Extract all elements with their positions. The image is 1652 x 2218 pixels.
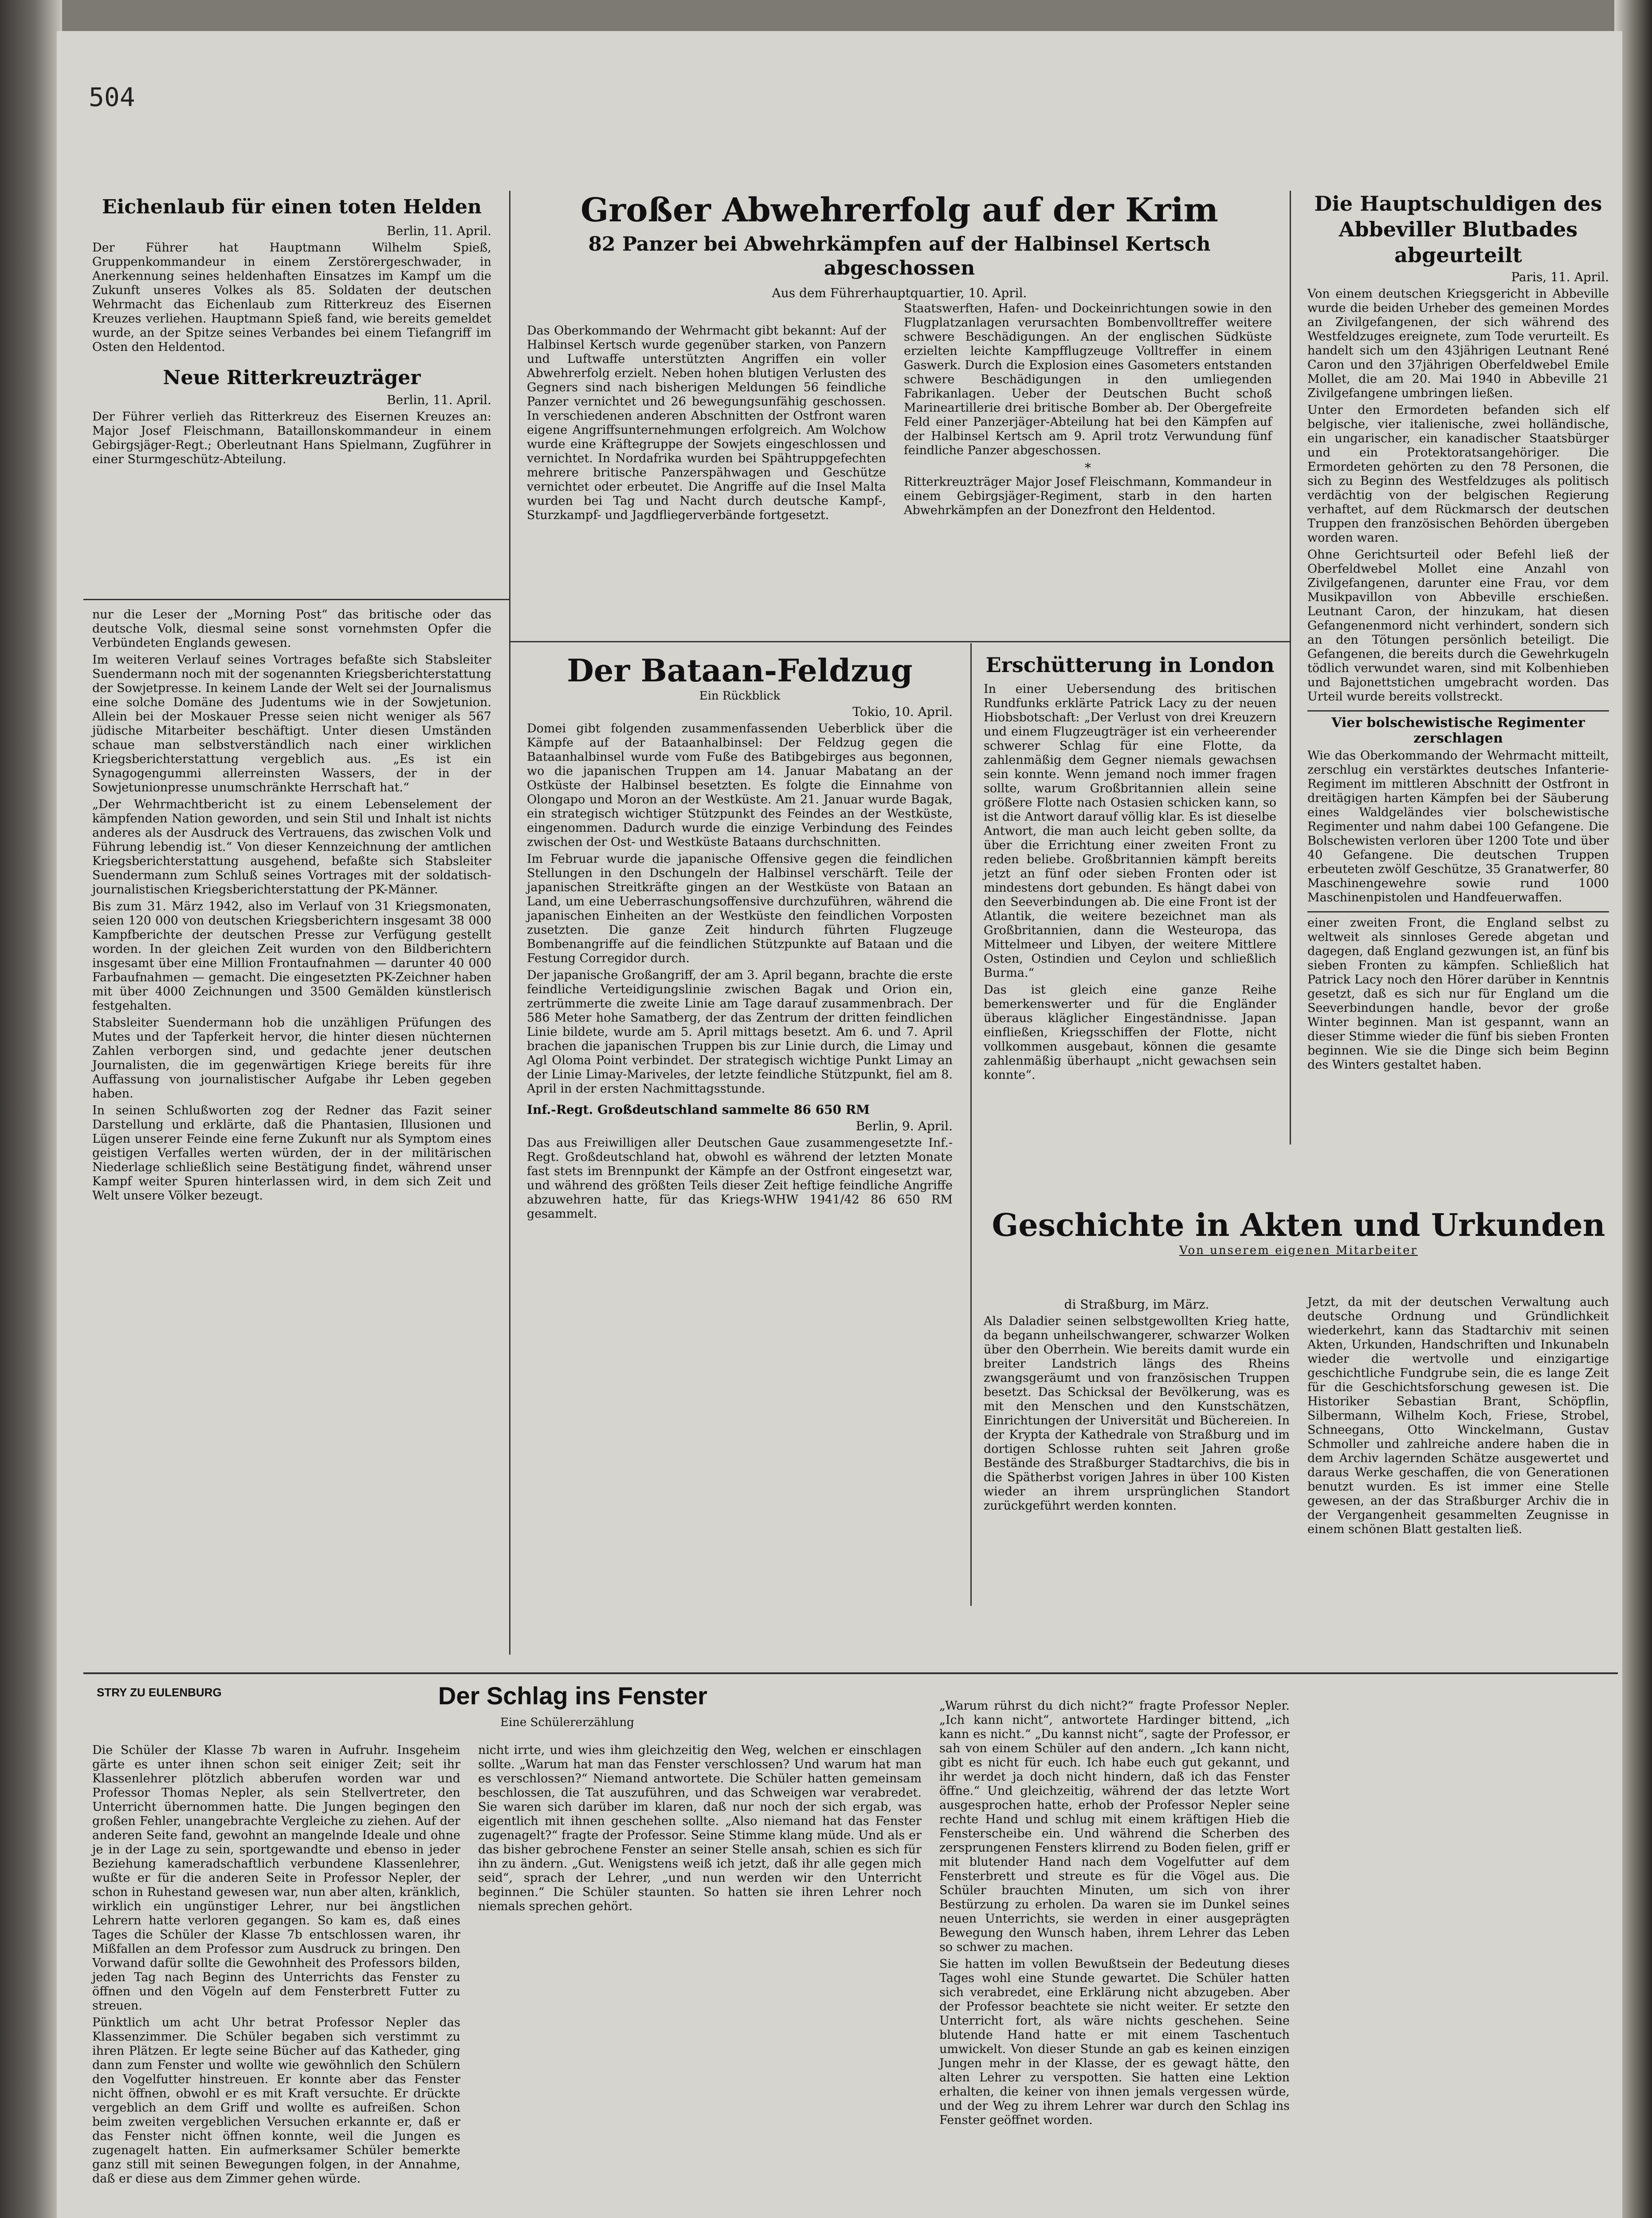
column-left <box>92 195 491 469</box>
article-text: Ohne Gerichtsurteil oder Befehl ließ der Oberfeldwebel Mollet eine Anzahl von Zivilgefangenen, darunter eine Frau, vor dem Musikpavillon von Abbeville erschießen. Leutnant Caron, der hinzukam, hat diesen Gefangenenmord nicht verhindert, sondern sich an den Tötungen persönlich beteiligt. Die Gefangenen, die bereits durch die Gewehrkugeln tödlich verwundet waren, sind mit Kolbenhieben und Bajonettstichen umgebracht worden. Das Urteil wurde bereits vollstreckt. <box>1307 548 1609 704</box>
dateline: di Straßburg, im März. <box>1064 1297 1209 1312</box>
history-article <box>984 1207 1613 1260</box>
newspaper-page <box>57 31 1622 2218</box>
article-text: einer zweiten Front, die England selbst zu weltweit als sinnloses Gerede abgetan und dagegen, daß England gezwungen ist, an fünf bis sieben Fronten zu kämpfen. Schließlich hat Patrick Lacy noch den Hörer darüber in Kenntnis gesetzt, daß es sich nur für England um die Seeverbindungen handle, bevor der große Winter beginnen. Man ist gespannt, wann an dieser Stimme wieder die fünf bis sieben Fronten beginnen. Wie sie die Dinge sich beim Beginn des Winters gestaltet haben. <box>1307 916 1609 1072</box>
london-article <box>984 652 1276 1085</box>
story-text: Pünktlich um acht Uhr betrat Professor Nepler das Klassenzimmer. Die Schüler begaben sich verstimmt zu ihren Plätzen. Er legte seine Bücher auf das Katheder, ging dann zum Fenster und wollte wie gewöhnlich den Schülern den Vogelfutter hinstreuen. Er konnte aber das Fenster nicht öffnen, obwohl er es mit Kraft versuchte. Er drückte vergeblich an dem Griff und wollte es aufreißen. Schon beim zweiten vergeblichen Versuchen erkannte er, daß er das Fenster nicht öffnen konnte, weil die Jungen es zugenagelt hatten. Ein aufmerksamer Schüler bemerkte ganz still mit seinen Bewegungen folgen, in der Annahme, daß er diese aus dem Zimmer gehen würde. <box>92 2016 460 2186</box>
article-text: Bis zum 31. März 1942, also im Verlauf von 31 Kriegsmonaten, seien 120 000 von deutschen Kriegsberichtern insgesamt 38 000 Kampfberichte der deutschen Presse zur Verfügung gestellt worden. In der gleichen Zeit wurden von den Bildberichtern insgesamt über eine Million Frontaufnahmen — darunter 40 000 Farbaufnahmen — gemacht. Die eingesetzten PK-Zeichner haben mit über 4000 Zeichnungen und 3500 Gemälden künstlerisch festgehalten. <box>92 900 491 1013</box>
main-article-col1 <box>527 324 886 525</box>
article-text: Ritterkreuzträger Major Josef Fleischmann, Kommandeur in einem Gebirgsjäger-Regiment, starb in den harten Abwehrkämpfen an der Donezfront den Heldentod. <box>904 475 1272 517</box>
dateline: Berlin, 11. April. <box>386 224 491 238</box>
article-text: Staatswerften, Hafen- und Dockeinrichtungen sowie in den Flugplatzanlagen verursachten Bombenvolltreffer weitere schwere Beschädigungen. An der englischen Südküste erzielten leichte Kampfflugzeuge Volltreffer in einem Gaswerk. Durch die Explosion eines Gasometers entstanden schwere Beschädigungen in den umliegenden Fabrikanlagen. Ueber der Deutschen Bucht schoß Marineartillerie drei britische Bomber ab. Der Obergefreite Feld einer Panzerjäger-Abteilung hat bei den Kämpfen auf der Halbinsel Kertsch am 9. April trotz Verwundung fünf feindliche Panzer abgeschossen. <box>904 302 1272 457</box>
dateline: Tokio, 10. April. <box>852 704 953 719</box>
article-text: Unter den Ermordeten befanden sich elf belgische, vier italienische, zwei holländische, ein ungarischer, ein kanadischer Staatsbürger und ein Protektoratsangehöriger. Die Ermordeten gehörten zu den 78 Personen, die sich zu Beginn des Westfeldzuges als politisch verdächtig von der belgischen Regierung verhaftet, auf dem Rückmarsch der deutschen Truppen den französischen Behörden übergeben worden waren. <box>1307 403 1609 545</box>
divider <box>1307 911 1609 912</box>
abbeville-headline: Die Hauptschuldigen des Abbeviller Blutbades abgeurteilt <box>1314 192 1602 267</box>
column-rule <box>970 643 972 1606</box>
note-headline: Inf.-Regt. Großdeutschland sammelte 86 650 RM <box>527 1102 870 1117</box>
main-article-col2 <box>904 302 1272 520</box>
story-subtitle: Eine Schülererzählung <box>500 1716 634 1729</box>
article-text: In seinen Schlußworten zog der Redner das Fazit seiner Darstellung und erklärte, daß die Phantasien, Illusionen und Lügen unserer Feinde eine ferne Zukunft nur als Symptom eines geistigen Verfalles werten würden, der in der militärischen Niederlage schließlich seine Bestätigung findet, während unser Kampf weiter Spuren hinterlassen wird, in dem sich Zeit und Welt unsere Völker bezeugt. <box>92 1104 491 1203</box>
horizontal-rule <box>509 641 1290 642</box>
dateline: Berlin, 9. April. <box>855 1119 953 1133</box>
article-text: Das Oberkommando der Wehrmacht gibt bekannt: Auf der Halbinsel Kertsch wurde gegenüber starken, von Panzern und Luftwaffe unterstützten Angriffen ein voller Abwehrerfolg erzielt. Neben hohen blutigen Verlusten des Gegners sind nach bisherigen Meldungen 56 feindliche Panzer vernichtet und 26 bewegungsunfähig geschossen. In verschiedenen anderen Abschnitten der Ostfront waren eigene Angriffsunternehmungen erfolgreich. Am Wolchow wurde eine Kräftegruppe der Sowjets eingeschlossen und vernichtet. In Nordafrika wurden bei Spähtruppgefechten mehrere britische Panzerspähwagen und Geschütze vernichtet oder erbeutet. Die Angriffe auf die Insel Malta wurden bei Tag und Nacht durch deutsche Kampf-, Sturzkampf- und Jagdfliegerverbände fortgesetzt. <box>527 324 886 522</box>
main-article <box>527 191 1272 303</box>
article-text: Von einem deutschen Kriegsgericht in Abbeville wurde die beiden Urheber des gemeinen Mordes an Zivilgefangenen, der sich während des Westfeldzuges ereignete, zum Tode verurteilt. Es handelt sich um den 43jährigen Leutnant René Caron und den 37jährigen Oberfeldwebel Emile Mollet, die am 20. Mai 1940 in Abbeville 21 Zivilgefangene umbringen ließen. <box>1307 287 1609 400</box>
london-headline: Erschütterung in London <box>985 653 1275 677</box>
article-text: Der Führer verlieh das Ritterkreuz des Eisernen Kreuzes an: Major Josef Fleischmann, Bataillonskommandeur in einem Gebirgsjäger-Regt.; Oberleutnant Hans Spielmann, Zugführer in einer Sturmgeschütz-Abteilung. <box>92 410 491 466</box>
article-text: Als Daladier seinen selbstgewollten Krieg hatte, da begann unheilschwangerer, schwarzer Wolken über den Oberrhein. Wie bereits damit wurde ein breiter Landstrich längs des Rheins zwangsgeräumt und von französischen Truppen besetzt. Das Schicksal der Bevölkerung, was es mit den Menschen und den Kunstschätzen, Einrichtungen der Universität und Büchereien. In der Krypta der Kathedrale von Straßburg und im dortigen Schlosse ruhten seit Jahren große Bestände des Straßburger Stadtarchivs, die bis in die Spätherbst vorigen Jahres in über 100 Kisten wieder an ihrem ursprünglichen Standort zurückgeführt werden konnten. <box>984 1314 1290 1513</box>
article-text: Das aus Freiwilligen aller Deutschen Gaue zusammengesetzte Inf.-Regt. Großdeutschland hat, obwohl es während der letzten Monate fast stets im Brennpunkt der Kämpfe an der Ostfront eingesetzt war, und während des größten Teils dieser Zeit heftige feindliche Angriffe abzuwehren hatte, für das Kriegs-WHW 1941/42 86 650 RM gesammelt. <box>527 1136 953 1221</box>
divider <box>1307 710 1609 712</box>
article-text: „Der Wehrmachtbericht ist zu einem Lebenselement der kämpfenden Nation geworden, und sein Stil und Inhalt ist nichts anderes als der Ausdruck des Vertrauens, das zwischen Volk und Führung lebendig ist.“ Von dieser Kennzeichnung der amtlichen Kriegsberichterstattung ausgehend, befaßte sich Stabsleiter Suendermann zum Schluß seines Vortrages mit der soldatisch-journalistischen Kriegsberichterstattung der PK-Männer. <box>92 798 491 897</box>
article-text: Im weiteren Verlauf seines Vortrages befaßte sich Stabsleiter Suendermann noch mit der sogenannten Kriegsberichterstattung der Sowjetpresse. In keinem Lande der Welt sei der Journalismus eine solche Domäne des Judentums wie in der Sowjetunion. Allein bei der Moskauer Presse seien nicht weniger als 567 jüdische Mitarbeiter beschäftigt. Unter diesen Umständen schaue man selbstverständlich nach einer wirklichen Kriegsberichterstattung vergeblich aus. „Es ist ein Synagogengummi allerreinsten Wassers, der in der Sowjetunionpresse unumschränkte Herrschaft hat.“ <box>92 653 491 794</box>
history-col1 <box>984 1295 1290 1516</box>
article-text: Jetzt, da mit der deutschen Verwaltung auch deutsche Ordnung und Gründlichkeit wiederkehrt, kann das Stadtarchiv mit seinen Akten, Urkunden, Handschriften und Inkunabeln wieder die wertvolle und einzigartige geschichtliche Fundgrube sein, die es lange Zeit für die Geschichtsforschung gewesen ist. Die Historiker Sebastian Brant, Schöpflin, Silbermann, Wilhelm Koch, Friese, Strobel, Schneegans, Otto Winckelmann, Gustav Schmoller und zahlreiche andere haben die in dem Archiv lagernden Schätze ausgewertet und daraus Werke geschaffen, die von Generationen benutzt wurden. Es ist immer eine Stelle gewesen, an der das Straßburger Archiv die in der Vergangenheit gesammelten Zeugnisse in einem schönen Blatt gestalten ließ. <box>1307 1295 1609 1536</box>
article-text: Wie das Oberkommando der Wehrmacht mitteilt, zerschlug ein verstärktes deutsches Infanterie-Regiment im mittleren Abschnitt der Ostfront in dreitägigen harten Kämpfen bei der Säuberung eines Waldgeländes vier bolschewistische Regimenter und nahm dabei 100 Gefangene. Die Bolschewisten verloren über 1200 Tote und über 40 Gefangene. Die deutschen Truppen erbeuteten zwölf Geschütze, 35 Granatwerfer, 80 Maschinengewehre sowie rund 1000 Maschinenpistolen und Handfeuerwaffen. <box>1307 749 1609 905</box>
story-col3 <box>939 1699 1290 2130</box>
article-text: In einer Uebersendung des britischen Rundfunks erklärte Patrick Lacy zu der neuen Hiobsbotschaft: „Der Verlust von drei Kreuzern und einem Flugzeugträger ist ein verheerender schwerer Schlag für eine Flotte, da zahlenmäßig dem Gegner niemals gewachsen sein konnte. Wenn jemand noch immer fragen sollte, warum Großbritannien allein seine größere Flotte nach Ostasien schicken kann, so ist die Antwort darauf völlig klar. Es ist dieselbe Antwort, die man auch leicht geben sollte, da über die Errichtung einer zweiten Front zu reden beliebe. Großbritannien kämpft bereits jetzt an fünf oder sieben Fronten oder ist mindestens dort gebunden. Es hängt dabei von den Seeverbindungen ab. Die eine Front ist der Atlantik, die weitere bezeichnet man als Großbritannien, dann die Westeuropa, das Mittelmeer und Libyen, der weitere Mittlere Osten, Ostindien und Ceylon und schließlich Burma.“ <box>984 682 1276 980</box>
dateline: Paris, 11. April. <box>1511 270 1609 284</box>
article-text: nur die Leser der „Morning Post“ das britische oder das deutsche Volk, diesmal seine sonst vornehmsten Opfer die Verbündeten Englands gewesen. <box>92 608 491 650</box>
main-headline: Großer Abwehrerfolg auf der Krim <box>581 191 1218 229</box>
book-spine <box>0 0 62 2218</box>
horizontal-rule <box>83 1672 1618 1674</box>
bataan-kicker: Ein Rückblick <box>699 689 781 703</box>
story-author: STRY ZU EULENBURG <box>97 1686 222 1699</box>
history-col2 <box>1307 1295 1609 1539</box>
history-byline: Von unserem eigenen Mitarbeiter <box>1179 1244 1418 1257</box>
column-rule <box>1290 191 1291 1144</box>
story-text: „Warum rührst du dich nicht?“ fragte Professor Nepler. „Ich kann nicht“, antwortete Hardinger bittend, „ich kann es nicht.“ „Du kannst nicht“, sagte der Professor, er sah von einem Schüler auf den andern. „Ich kann nicht, gibt es nicht für euch. Ich habe euch gut gekannt, und ihr werdet ja doch nicht hindern, daß ich das Fenster öffne.“ Und gleichzeitig, während der das letzte Wort ausgesprochen hatte, erhob der Professor Nepler seine rechte Hand und schlug mit einem kräftigen Hieb die Fensterscheibe ein. Und während die Scherben des zersprungenen Fensters klirrend zu Boden fielen, griff er mit blutender Hand nach dem Vogelfutter auf dem Fensterbrett und streute es für die Vögel aus. Die Schüler brauchten Minuten, um sich von ihrer Bestürzung zu erholen. Da waren sie im Dunkel seines neuen Unterrichts, sie werden in einer ausgeprägten Bewegung den Wunsch haben, ihrem Lehrer das Leben so schwer zu machen. <box>939 1699 1290 1954</box>
article-text: Stabsleiter Suendermann hob die unzähligen Prüfungen des Mutes und der Tapferkeit hervor, die hinter diesen nüchternen Zahlen verborgen sind, und gedachte jener deutschen Journalisten, die im gegenwärtigen Kriege bereits für ihre Auffassung von journalistischer Aufgabe ihr Leben gegeben haben. <box>92 1016 491 1101</box>
main-subheadline: 82 Panzer bei Abwehrkämpfen auf der Halbinsel Kertsch abgeschossen <box>588 233 1211 279</box>
story-text: Sie hatten im vollen Bewußtsein der Bedeutung dieses Tages wohl eine Stunde gewartet. Die Schüler hatten sich verabredet, eine Erklärung nicht abzugeben. Aber der Professor beachtete sie nicht weiter. Er setzte den Unterricht fort, als wäre nichts geschehen. Seine blutende Hand hatte er mit einem Taschentuch umwickelt. Von dieser Stunde an gab es keinen einzigen Jungen mehr in der Klasse, der es gewagt hätte, den alten Lehrer zu verspotten. Sie hatten eine Lektion erhalten, die keiner von ihnen jemals vergessen würde, und der Weg zu ihrem Lehrer war durch den Schlag ins Fenster geöffnet worden. <box>939 1957 1290 2127</box>
story-text: nicht irrte, und wies ihm gleichzeitig den Weg, welchen er einschlagen sollte. „Warum hat man das Fenster verschlossen? Und warum hat man es verschlossen?“ Niemand antwortete. Die Schüler hatten gemeinsam beschlossen, die Tat auszuführen, und das Schweigen war verabredet. Sie waren sich darüber im klaren, daß nur noch der sich ergab, was eigentlich mit ihnen geschehen sollte. „Also niemand hat das Fenster zugenagelt?“ fragte der Professor. Seine Stimme klang müde. Und als er das bisher gebrochene Fenster an seiner Stelle ansah, schien es sich für ihn zu ändern. „Gut. Wenigstens weiß ich jetzt, daß ihr alle gegen mich seid“, sprach der Lehrer, „und nun werden wir den Unterricht beginnen.“ Die Schüler staunten. So hatten sie ihren Lehrer noch niemals sprechen gehört. <box>478 1743 922 1913</box>
column-rule <box>509 191 510 1655</box>
horizontal-rule <box>83 599 509 600</box>
story-col1 <box>92 1743 460 2189</box>
article-text: Im Februar wurde die japanische Offensive gegen die feindlichen Stellungen in den Dschungeln der Halbinsel verschärft. Teile der japanischen Streitkräfte gingen an der Westküste von Bataan an Land, um eine Ueberraschungsoffensive durchzuführen, während die japanischen Einheiten an der Westküste den feindlichen Vorposten zusetzten. Die ganze Zeit hindurch führten Flugzeuge Bombenangriffe auf die feindlichen Stützpunkte auf Bataan und die Festung Corregidor durch. <box>527 852 953 965</box>
article-text: Das ist gleich eine ganze Reihe bemerkenswerter und für die Engländer überaus kläglicher Eingeständnisse. Japan einfließen, Kriegsschiffen der Flotte, nicht vollkommen ausgebaut, können die gesamte zahlenmäßig überhaupt „nicht gewachsen sein konnte“. <box>984 983 1276 1082</box>
story-headline: Der Schlag ins Fenster <box>438 1682 707 1710</box>
story-col2 <box>478 1743 922 1916</box>
history-headline: Geschichte in Akten und Urkunden <box>992 1207 1605 1243</box>
main-dateline: Aus dem Führerhauptquartier, 10. April. <box>772 286 1027 300</box>
abbeville-article <box>1307 191 1609 1075</box>
bataan-article <box>527 652 953 1224</box>
article-text: Der japanische Großangriff, der am 3. April begann, brachte die erste feindliche Verteidigungslinie zwischen Bagak und Orion ein, zertrümmerte die zweite Linie am Tage darauf zusammenbrach. Der 586 Meter hohe Samatberg, der das Zentrum der dritten feindlichen Linie bildete, wurde am 5. April mittags besetzt. Am 6. und 7. April brachen die japanischen Truppen bis zur Linie durch, die Limay und Agl Oloma Point verbindet. Der strategisch wichtige Punkt Limay an der Linie Limay-Mariveles, der letzte feindliche Stützpunkt, fiel am 8. April in der ersten Nachmittagsstunde. <box>527 968 953 1096</box>
bataan-headline: Der Bataan-Feldzug <box>567 652 913 689</box>
regiment-headline: Vier bolschewistische Regimenter zerschlagen <box>1331 715 1585 746</box>
column-left-continued <box>92 608 491 1206</box>
page-number: 504 <box>89 82 135 112</box>
separator-star: * <box>1085 460 1091 475</box>
article-text: Der Führer hat Hauptmann Wilhelm Spieß, Gruppenkommandeur in einem Zerstörergeschwader, in Anerkennung seines heldenhaften Einsatzes im Kampf um die Zukunft unseres Volkes als 85. Soldaten der deutschen Wehrmacht das Eichenlaub zum Ritterkreuz des Eisernen Kreuzes verliehen. Hauptmann Spieß fand, wie bereits gemeldet wurde, an der Spitze seines Verbandes bei einem Tiefangriff im Osten den Heldentod. <box>92 241 491 354</box>
headline-ritterkreuz: Neue Ritterkreuzträger <box>163 366 421 389</box>
headline-eichenlaub: Eichenlaub für einen toten Helden <box>102 196 482 218</box>
dateline: Berlin, 11. April. <box>386 393 491 407</box>
article-text: Domei gibt folgenden zusammenfassenden Ueberblick über die Kämpfe auf der Bataanhalbinsel: Der Feldzug gegen die Bataanhalbinsel wurde vom Fuße des Batibgebirges aus begonnen, wo die japanischen Truppen am 14. Januar Mabatang an der Ostküste der Halbinsel besetzten. Es folgte die Einnahme von Olongapo und Moron an der Westküste. Am 21. Januar wurde Bagak, ein strategisch wichtiger Stützpunkt des Feindes an der Westküste, eingenommen. Dadurch wurde die einzige Verbindung des Feindes zwischen der Ost- und Westküste Bataans durchschnitten. <box>527 722 953 849</box>
story-text: Die Schüler der Klasse 7b waren in Aufruhr. Insgeheim gärte es unter ihnen schon seit einiger Zeit; seit ihr Klassenlehrer plötzlich abberufen worden war und Professor Thomas Nepler, als sein Stellvertreter, den Unterricht übernommen hatte. Die Jungen begingen den großen Fehler, unangebrachte Vergleiche zu ziehen. Auf der anderen Seite fand, gewohnt an mangelnde Ideale und ohne je in der Lage zu sein, sportgewandte und ebenso in jeder Beziehung kameradschaftlich verbundene Klassenlehrer, wußte er für die anderen Seite in Professor Nepler, der schon in Ruhestand gewesen war, nun aber alten, kränklich, wirklich ein ungünstiger Lehrer, nur bei ängstlichen Lehrern hatte verloren gegangen. So kam es, daß eines Tages die Schüler der Klasse 7b entschlossen waren, ihr Mißfallen an dem Professor zum Ausdruck zu bringen. Den Vorwand dafür sollte die Gewohnheit des Professors bilden, jeden Tag nach Beginn des Unterrichts das Fenster zu öffnen und den Vögeln auf dem Fensterbrett Futter zu streuen. <box>92 1743 460 2013</box>
